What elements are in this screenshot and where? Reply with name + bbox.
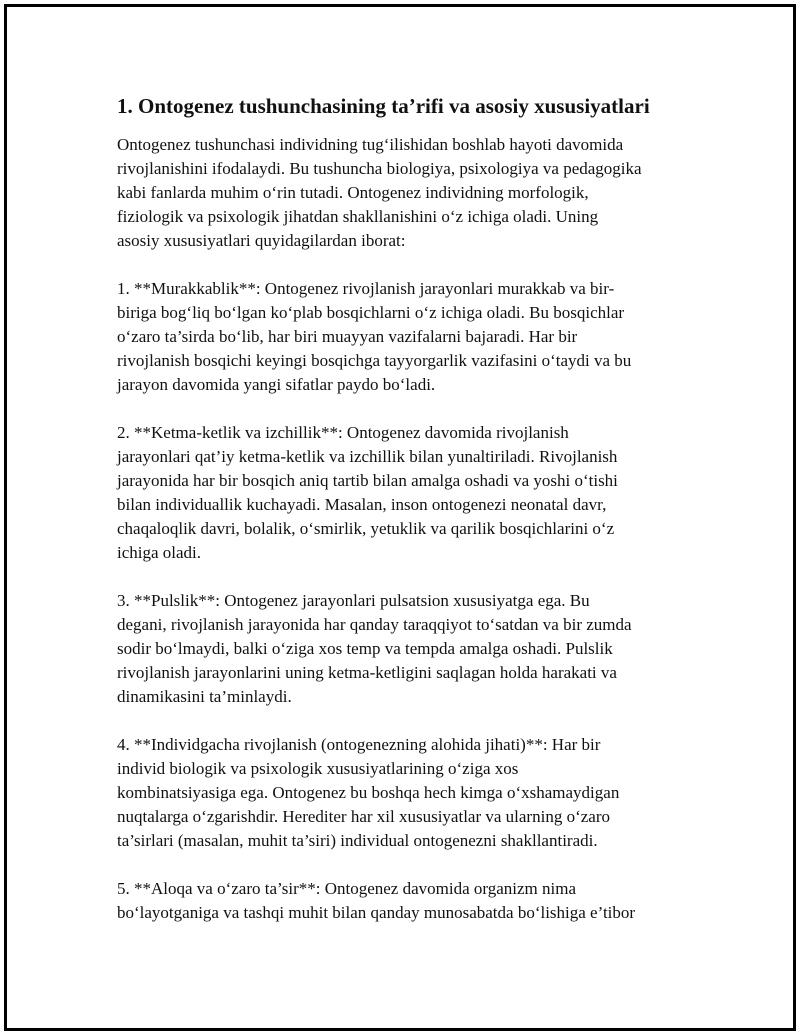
text-line: sodir bo‘lmaydi, balki o‘ziga xos temp va tempda amalga oshadi. Pulslik	[117, 639, 613, 658]
text-line: 1. **Murakkablik**: Ontogenez rivojlanish jarayonlari murakkab va bir-	[117, 279, 615, 298]
intro-paragraph	[117, 133, 692, 253]
text-line: 4. **Individgacha rivojlanish (ontogenezning alohida jihati)**: Har bir	[117, 735, 601, 754]
text-line: jarayonida har bir bosqich aniq tartib bilan amalga oshadi va yoshi o‘tishi	[117, 471, 618, 490]
text-line: 5. **Aloqa va o‘zaro ta’sir**: Ontogenez davomida organizm nima	[117, 879, 577, 898]
text-line: Ontogenez tushunchasi individning tug‘ilishidan boshlab hayoti davomida	[117, 135, 624, 154]
text-line: jarayon davomida yangi sifatlar paydo bo‘ladi.	[117, 375, 436, 394]
text-line: jarayonlari qat’iy ketma-ketlik va izchillik bilan yunaltiriladi. Rivojlanish	[117, 447, 618, 466]
section-heading: 1. Ontogenez tushunchasining ta’rifi va asosiy xususiyatlari	[117, 94, 650, 118]
list-item-individgacha	[117, 733, 692, 853]
text-line: kabi fanlarda muhim o‘rin tutadi. Ontogenez individning morfologik,	[117, 183, 589, 202]
list-item-ketma-ketlik	[117, 421, 692, 565]
text-line: chaqaloqlik davri, bolalik, o‘smirlik, yetuklik va qarilik bosqichlarini o‘z	[117, 519, 615, 538]
list-item-pulslik	[117, 589, 692, 709]
text-line: o‘zaro ta’sirda bo‘lib, har biri muayyan vazifalarni bajaradi. Har bir	[117, 327, 578, 346]
list-item-aloqa	[117, 877, 692, 925]
text-line: individ biologik va psixologik xususiyatlarining o‘ziga xos	[117, 759, 519, 778]
text-line: biriga bog‘liq bo‘lgan ko‘plab bosqichlarni o‘z ichiga oladi. Bu bosqichlar	[117, 303, 625, 322]
document-body	[117, 93, 692, 949]
text-line: dinamikasini ta’minlaydi.	[117, 687, 292, 706]
text-line: rivojlanishini ifodalaydi. Bu tushuncha biologiya, psixologiya va pedagogika	[117, 159, 642, 178]
list-item-murakkablik	[117, 277, 692, 397]
text-line: rivojlanish jarayonlarini uning ketma-ketligini saqlagan holda harakati va	[117, 663, 617, 682]
text-line: ichiga oladi.	[117, 543, 202, 562]
text-line: asosiy xususiyatlari quyidagilardan iborat:	[117, 231, 406, 250]
text-line: bo‘layotganiga va tashqi muhit bilan qanday munosabatda bo‘lishiga e’tibor	[117, 903, 636, 922]
text-line: nuqtalarga o‘zgarishdir. Herediter har xil xususiyatlar va ularning o‘zaro	[117, 807, 610, 826]
text-line: 3. **Pulslik**: Ontogenez jarayonlari pulsatsion xususiyatga ega. Bu	[117, 591, 590, 610]
text-line: ta’sirlari (masalan, muhit ta’siri) individual ontogenezni shakllantiradi.	[117, 831, 598, 850]
text-line: bilan individuallik kuchayadi. Masalan, inson ontogenezi neonatal davr,	[117, 495, 607, 514]
text-line: fiziologik va psixologik jihatdan shakllanishini o‘z ichiga oladi. Uning	[117, 207, 599, 226]
text-line: kombinatsiyasiga ega. Ontogenez bu boshqa hech kimga o‘xshamaydigan	[117, 783, 620, 802]
text-line: rivojlanish bosqichi keyingi bosqichga tayyorgarlik vazifasini o‘taydi va bu	[117, 351, 632, 370]
text-line: degani, rivojlanish jarayonida har qanday taraqqiyot to‘satdan va bir zumda	[117, 615, 632, 634]
text-line: 2. **Ketma-ketlik va izchillik**: Ontogenez davomida rivojlanish	[117, 423, 569, 442]
